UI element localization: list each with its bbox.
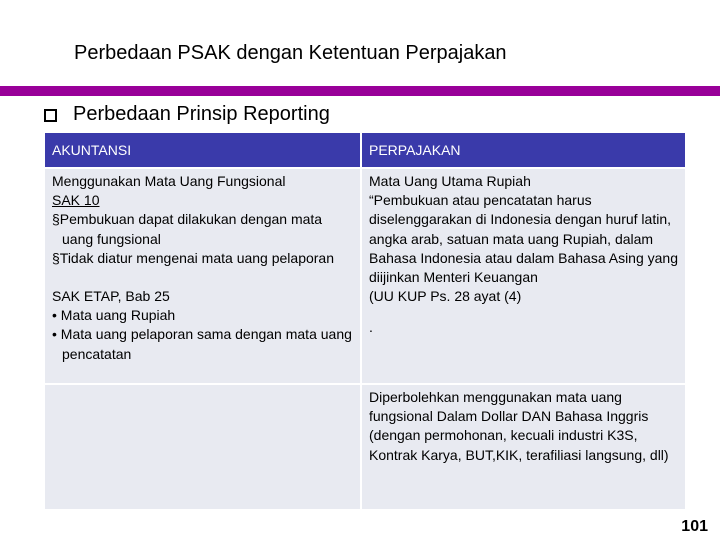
cell-akuntansi-empty	[44, 384, 361, 510]
header-akuntansi: AKUNTANSI	[44, 132, 361, 168]
akuntansi-etap-bullet-2: • Mata uang pelaporan sama dengan mata uang pencatatan	[52, 326, 352, 362]
perpajakan-quote: “Pembukuan atau pencatatan harus diselenggarakan di Indonesia dengan huruf latin, angka arab, satuan mata uang Rupiah, dalam Bahasa Indonesia atau dalam Bahasa Asing yang diijinkan Menteri Keuangan	[369, 192, 679, 286]
akuntansi-bullet-1: §Pembukuan dapat dilakukan dengan mata uang fungsional	[52, 211, 323, 247]
section-heading	[44, 101, 330, 127]
checkbox-bullet-icon	[44, 109, 57, 122]
section-heading-text: Perbedaan Prinsip Reporting	[73, 103, 330, 125]
akuntansi-line-1: Menggunakan Mata Uang Fungsional	[52, 173, 286, 189]
comparison-table	[44, 132, 686, 510]
cell-perpajakan-main	[361, 168, 686, 384]
slide-title: Perbedaan PSAK dengan Ketentuan Perpajakan	[74, 42, 507, 64]
akuntansi-sak-10: SAK 10	[52, 192, 100, 209]
akuntansi-etap-title: SAK ETAP, Bab 25	[52, 288, 170, 305]
perpajakan-row3-text: Diperbolehkan menggunakan mata uang fungsional Dalam Dollar DAN Bahasa Inggris (dengan permohonan, kecuali industri K3S, Kontrak Karya, BUT,KIK, terafiliasi langsung, dll)	[369, 389, 669, 463]
perpajakan-line-1: Mata Uang Utama Rupiah	[369, 173, 531, 189]
page-number: 101	[681, 518, 708, 535]
cell-akuntansi-main	[44, 168, 361, 384]
akuntansi-bullet-2: §Tidak diatur mengenai mata uang pelaporan	[52, 249, 335, 266]
perpajakan-reference: (UU KUP Ps. 28 ayat (4)	[369, 288, 522, 305]
cell-perpajakan-row3	[361, 384, 686, 510]
header-perpajakan: PERPAJAKAN	[361, 132, 686, 168]
title-divider-bar	[0, 86, 720, 96]
akuntansi-etap-bullet-1: • Mata uang Rupiah	[52, 307, 176, 324]
perpajakan-dot: .	[369, 319, 373, 336]
